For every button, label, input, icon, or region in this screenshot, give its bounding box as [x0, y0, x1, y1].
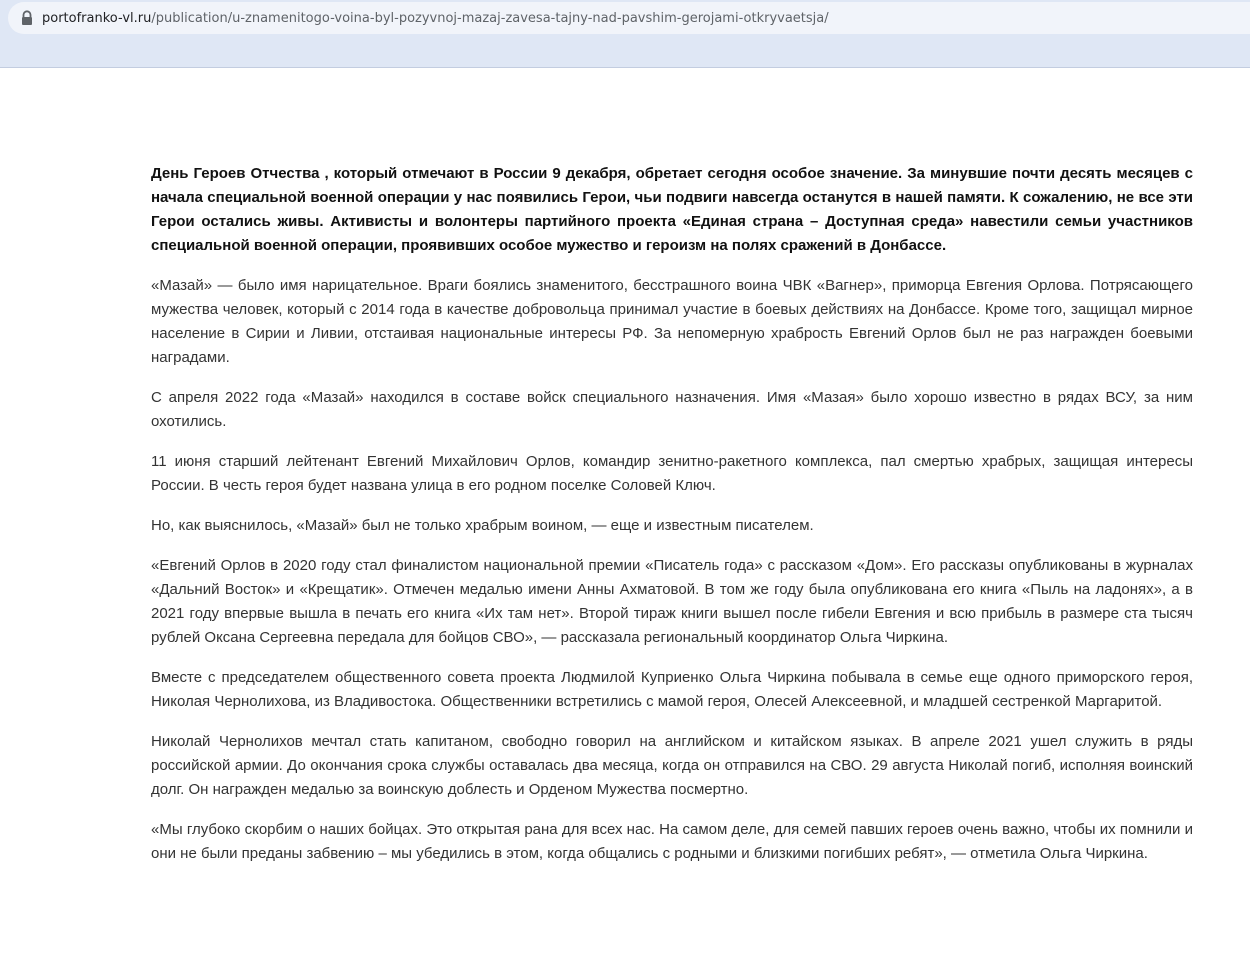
lock-icon[interactable] — [20, 10, 34, 26]
url-host: portofranko-vl.ru — [42, 10, 152, 26]
article-paragraph: Вместе с председателем общественного совета проекта Людмилой Куприенко Ольга Чиркина побывала в семье еще одного приморского героя, Николая Чернолихова, из Владивостока. Общественники встретились с мамой героя, Олесей Алексеевной, и младшей сестренкой Маргаритой. — [151, 669, 1193, 710]
address-bar[interactable] — [8, 2, 1250, 34]
article-paragraph: «Евгений Орлов в 2020 году стал финалистом национальной премии «Писатель года» с рассказом «Дом». Его рассказы опубликованы в журналах «Дальний Восток» и «Крещатик». Отмечен медалью имени Анны Ахматовой. В том же году была опубликована его книга «Пыль на ладонях», а в 2021 году впервые вышла в печать его книга «Их там нет». Второй тираж книги вышел после гибели Евгения и всю прибыль в размере ста тысяч рублей Оксана Сергеевна передала для бойцов СВО», — рассказала региональный координатор Ольга Чиркина. — [151, 557, 1193, 646]
article-body — [151, 162, 1193, 882]
browser-toolbar — [0, 0, 1250, 68]
url-path: /publication/u-znamenitogo-voina-byl-pozyvnoj-mazaj-zavesa-tajny-nad-pavshim-gerojami-otkryvaetsja/ — [151, 10, 829, 26]
article-paragraph: Но, как выяснилось, «Мазай» был не только храбрым воином, — еще и известным писателем. — [151, 517, 814, 534]
article-paragraph: Николай Чернолихов мечтал стать капитаном, свободно говорил на английском и китайском языках. В апреле 2021 ушел служить в ряды российской армии. До окончания срока службы оставалась два месяца, когда он отправился на СВО. 29 августа Николай погиб, исполняя воинский долг. Он награжден медалью за воинскую доблесть и Орденом Мужества посмертно. — [151, 733, 1193, 798]
article-paragraph: 11 июня старший лейтенант Евгений Михайлович Орлов, командир зенитно-ракетного комплекса, пал смертью храбрых, защищая интересы России. В честь героя будет названа улица в его родном поселке Соловей Ключ. — [151, 453, 1193, 494]
url-text[interactable] — [42, 11, 829, 26]
article-paragraph: «Мы глубоко скорбим о наших бойцах. Это открытая рана для всех нас. На самом деле, для семей павших героев очень важно, чтобы их помнили и они не были преданы забвению – мы убедились в этом, когда общались с родными и близкими погибших ребят», — отметила Ольга Чиркина. — [151, 821, 1193, 862]
article-paragraph: С апреля 2022 года «Мазай» находился в составе войск специального назначения. Имя «Мазая» было хорошо известно в рядах ВСУ, за ним охотились. — [151, 389, 1193, 430]
article-paragraph: «Мазай» — было имя нарицательное. Враги боялись знаменитого, бесстрашного воина ЧВК «Вагнер», приморца Евгения Орлова. Потрясающего мужества человек, который с 2014 года в качестве добровольца принимал участие в боевых действиях на Донбассе. Кроме того, защищал мирное население в Сирии и Ливии, отстаивая национальные интересы РФ. За непомерную храбрость Евгений Орлов был не раз награжден боевыми наградами. — [151, 277, 1193, 366]
article-lead-paragraph: День Героев Отчества , который отмечают в России 9 декабря, обретает сегодня особое значение. За минувшие почти десять месяцев с начала специальной военной операции у нас появились Герои, чьи подвиги навсегда останутся в нашей памяти. К сожалению, не все эти Герои остались живы. Активисты и волонтеры партийного проекта «Единая страна – Доступная среда» навестили семьи участников специальной военной операции, проявивших особое мужество и героизм на полях сражений в Донбассе. — [151, 165, 1193, 254]
